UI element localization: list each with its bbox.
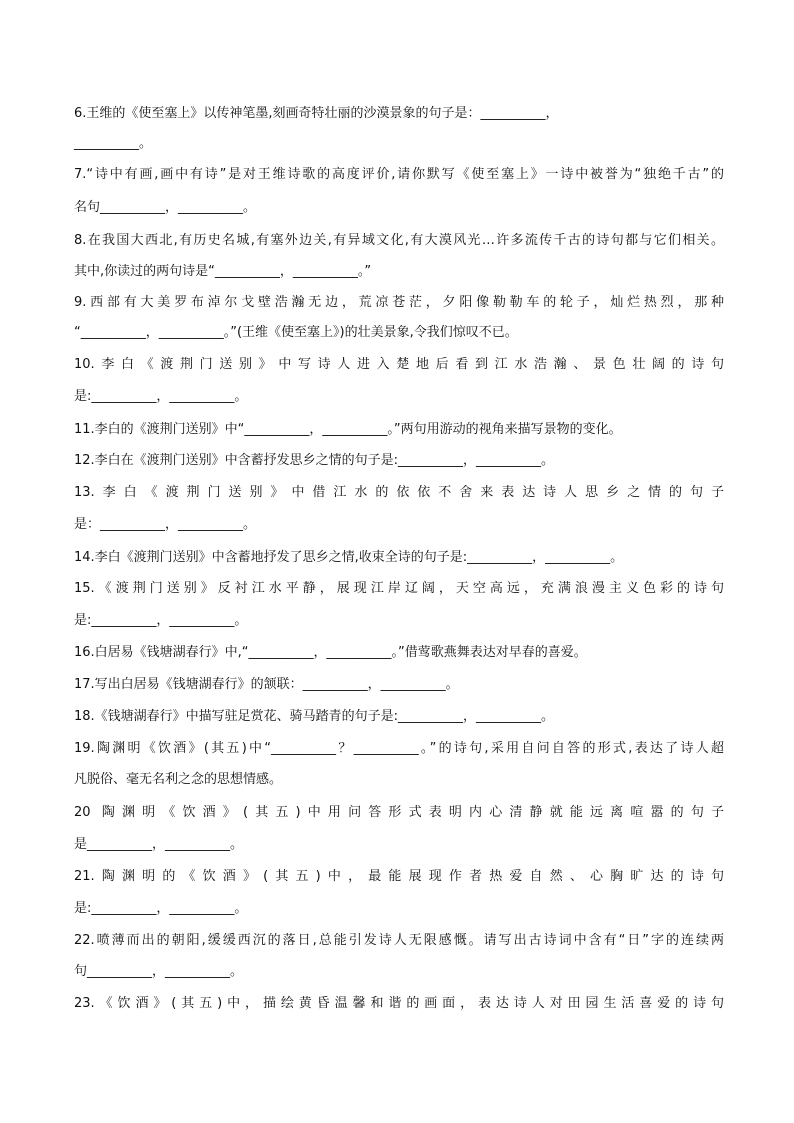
question-7-line-1: 7.“诗中有画,画中有诗”是对王维诗歌的高度评价,请你默写《使至塞上》一诗中被誉为“独绝千古”的 — [74, 167, 724, 182]
question-22-line-2: 句__________，__________。 — [74, 964, 244, 979]
question-20-line-1: 20 陶渊明《饮酒》(其五)中用问答形式表明内心清静就能远离喧嚣的句子 — [74, 805, 724, 820]
question-14: 14.李白《渡荆门送别》中含蓄地抒发了思乡之情,收束全诗的句子是:__________，__________。 — [74, 550, 624, 565]
question-13-line-2: 是：__________，__________。 — [74, 517, 257, 532]
question-6-line-2: __________。 — [74, 136, 153, 151]
question-9-line-1: 9.西部有大美罗布淖尔戈壁浩瀚无边，荒凉苍茫，夕阳像勒勒车的轮子，灿烂热烈，那种 — [74, 295, 724, 310]
question-11: 11.李白的《渡荆门送别》中“__________，__________。”两句用游动的视角来描写景物的变化。 — [74, 422, 622, 437]
question-21-line-1: 21.陶渊明的《饮酒》(其五)中，最能展现作者热爱自然、心胸旷达的诗句 — [74, 869, 724, 884]
question-10-line-1: 10.李白《渡荆门送别》中写诗人进入楚地后看到江水浩瀚、景色壮阔的诗句 — [74, 357, 724, 372]
question-13-line-1: 13.李白《渡荆门送别》中借江水的依依不舍来表达诗人思乡之情的句子 — [74, 485, 724, 500]
question-6-line-1: 6.王维的《使至塞上》以传神笔墨,刻画奇特壮丽的沙漠景象的句子是：__________， — [74, 106, 559, 121]
question-9-line-2: “__________，__________。”(王维《使至塞上》)的壮美景象,令我们惊叹不已。 — [74, 325, 518, 340]
question-8-line-2: 其中,你读过的两句诗是“__________，__________。” — [74, 264, 372, 279]
question-8-line-1: 8.在我国大西北,有历史名城,有塞外边关,有异域文化,有大漠风光…许多流传千古的诗句都与它们相关。 — [74, 233, 724, 248]
question-16: 16.白居易《钱塘湖春行》中,“__________，__________。”借莺歌燕舞表达对早春的喜爱。 — [74, 645, 587, 660]
question-15-line-2: 是:__________，__________。 — [74, 613, 248, 628]
question-18: 18.《钱塘湖春行》中描写驻足赏花、骑马踏青的句子是:__________，__________。 — [74, 709, 555, 724]
question-19-line-1: 19.陶渊明《饮酒》(其五)中“__________？__________。”的诗句,采用自问自答的形式,表达了诗人超 — [74, 741, 724, 756]
question-20-line-2: 是__________，__________。 — [74, 837, 244, 852]
question-10-line-2: 是:__________，__________。 — [74, 389, 248, 404]
question-15-line-1: 15.《渡荆门送别》反衬江水平静，展现江岸辽阔，天空高远，充满浪漫主义色彩的诗句 — [74, 581, 724, 596]
question-17: 17.写出白居易《钱塘湖春行》的颔联：__________，__________。 — [74, 677, 459, 692]
question-19-line-2: 凡脱俗、毫无名利之念的思想情感。 — [74, 772, 283, 787]
question-12: 12.李白在《渡荆门送别》中含蓄抒发思乡之情的句子是:__________，__________。 — [74, 453, 555, 468]
question-7-line-2: 名句__________，__________。 — [74, 200, 257, 215]
question-23-line-1: 23.《饮酒》(其五)中，描绘黄昏温馨和谐的画面，表达诗人对田园生活喜爱的诗句 — [74, 996, 724, 1011]
question-21-line-2: 是:__________，__________。 — [74, 901, 248, 916]
question-22-line-1: 22.喷薄而出的朝阳,缓缓西沉的落日,总能引发诗人无限感慨。请写出古诗词中含有“日”字的连续两 — [74, 933, 724, 948]
